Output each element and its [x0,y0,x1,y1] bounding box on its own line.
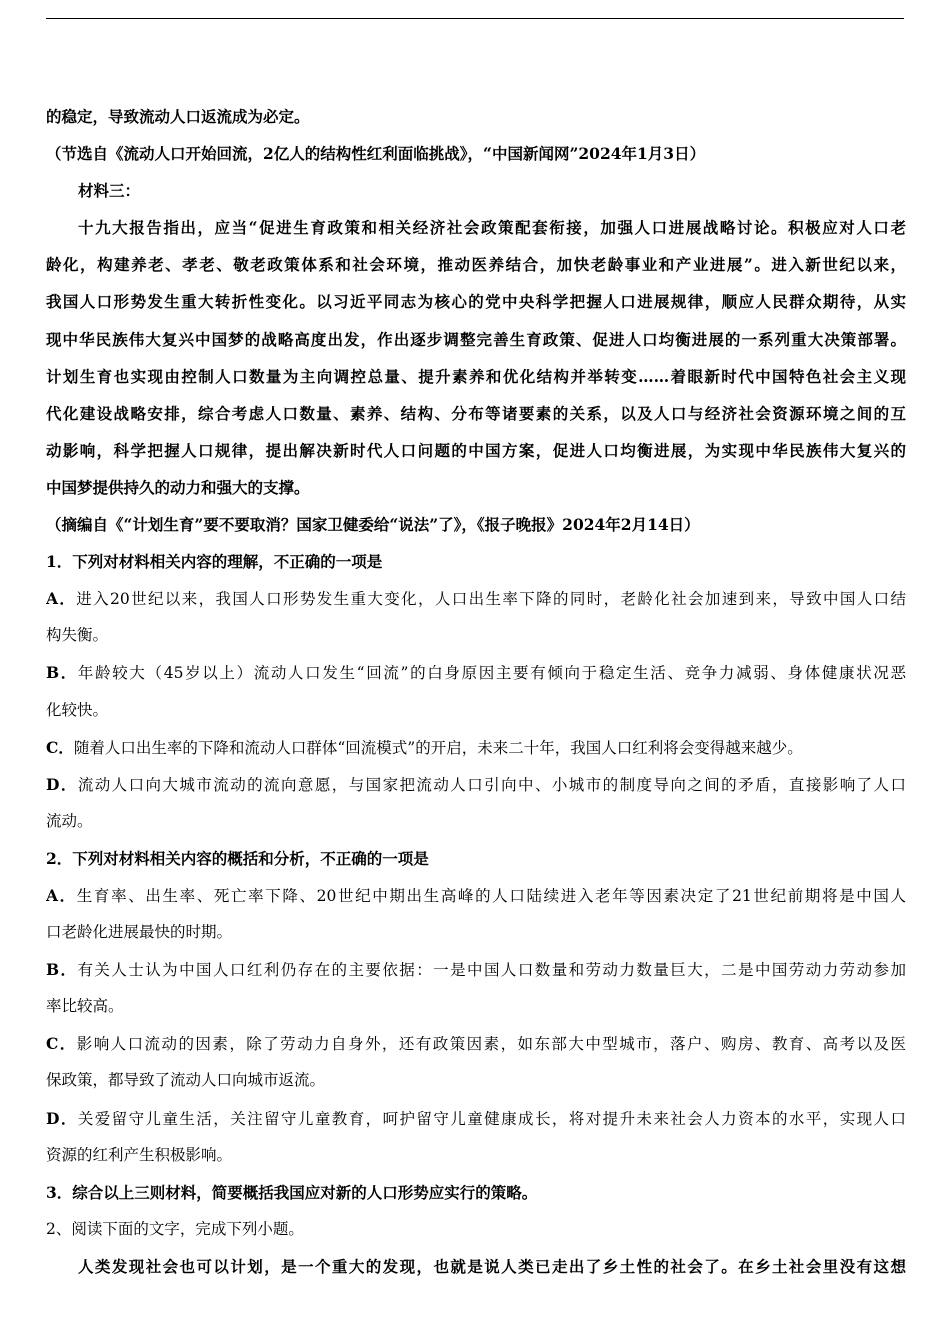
material-two-source: （节选自《流动人口开始回流，2亿人的结构性红利面临挑战》，“中国新闻网”2024年1月3日） [46,144,706,164]
material-three-line: 十九大报告指出，应当“促进生育政策和相关经济社会政策配套衔接，加强人口进展战略讨论。积极应对人口老 [78,218,906,238]
material-three-line: 我国人口形势发生重大转折性变化。以习近平同志为核心的党中央科学把握人口进展规律，顺应人民群众期待，从实 [46,292,906,312]
material-three-line: 中国梦提供持久的动力和强大的支撑。 [46,477,310,497]
material-three-line: 龄化，构建养老、孝老、敬老政策体系和社会环境，推动医养结合，加快老龄事业和产业进展”。进入新世纪以来， [46,255,906,275]
material-two-tail: 的稳定，导致流动人口返流成为必定。 [46,107,310,126]
q1-option-d-cont: 流动。 [46,811,93,830]
q2-option-b [46,951,906,988]
option-text: 生育率、出生率、死亡率下降、20世纪中期出生高峰的人口陆续进入老年等因素决定了21世纪前期将是中国人 [76,886,906,905]
q1-option-c [46,729,906,766]
q1-option-a-cont: 构失衡。 [46,626,109,645]
q1-option-d [46,766,906,803]
material-three-line: 现中华民族伟大复兴中国梦的战略高度出发，作出逐步调整完善生育政策、促进人口均衡进展的一系列重大决策部署。 [46,329,906,349]
q2-option-a [46,877,906,914]
q1-option-b [46,654,906,691]
q1-option-a [46,580,906,617]
option-letter: C． [46,737,74,757]
option-text: 随着人口出生率的下降和流动人口群体“回流模式”的开启，未来二十年，我国人口红利将会变得越来越少。 [73,738,803,757]
option-letter: A． [46,589,77,609]
material-three-line: 计划生育也实现由控制人口数量为主向调控总量、提升素养和优化结构并举转变……着眼新时代中国特色社会主义现 [46,366,906,386]
option-text: 流动人口向大城市流动的流向意愿，与国家把流动人口引向中、小城市的制度导向之间的矛盾，直接影响了人口 [77,775,906,794]
material-three-heading: 材料三： [78,181,141,201]
question-2-stem: 2．下列对材料相关内容的概括和分析，不正确的一项是 [46,848,429,868]
section-2-heading: 2、阅读下面的文字，完成下列小题。 [46,1219,304,1238]
q2-option-d [46,1100,906,1137]
question-3-stem: 3．综合以上三则材料，简要概括我国应对新的人口形势应实行的策略。 [46,1182,538,1202]
q1-option-b-cont: 化较快。 [46,700,109,719]
option-letter: A． [46,885,77,905]
option-letter: D． [46,1108,78,1128]
option-letter: C． [46,1034,77,1054]
option-text: 关爱留守儿童生活，关注留守儿童教育，呵护留守儿童健康成长，将对提升未来社会人力资本的水平，实现人口 [77,1109,906,1128]
question-1-stem: 1．下列对材料相关内容的理解，不正确的一项是 [46,552,383,572]
option-text: 有关人士认为中国人口红利仍存在的主要依据：一是中国人口数量和劳动力数量巨大，二是中国劳动力劳动参加 [77,961,906,980]
option-letter: D． [46,774,78,794]
q2-option-a-cont: 口老龄化进展最快的时期。 [46,923,233,942]
q2-option-c-cont: 保政策，都导致了流动人口向城市返流。 [46,1071,326,1090]
option-text: 影响人口流动的因素，除了劳动力自身外，还有政策因素，如东部大中型城市，落户、购房、教育、高考以及医 [76,1035,906,1054]
header-rule [46,18,904,19]
option-letter: B． [46,663,78,683]
q2-option-b-cont: 率比较高。 [46,997,124,1016]
material-three-source: （摘编自《“计划生育”要不要取消？国家卫健委给“说法”了》，《报子晚报》2024年2月14日） [46,515,700,535]
material-three-line: 代化建设战略安排，综合考虑人口数量、素养、结构、分布等诸要素的关系，以及人口与经济社会资源环境之间的互 [46,403,906,423]
q2-option-c [46,1025,906,1062]
option-text: 进入20世纪以来，我国人口形势发生重大变化，人口出生率下降的同时，老龄化社会加速到来，导致中国人口结 [76,590,906,609]
option-letter: B． [46,960,78,980]
option-text: 年龄较大（45岁以上）流动人口发生“回流”的白身原因主要有倾向于稳定生活、竞争力减弱、身体健康状况恶 [77,664,906,683]
document-page [46,98,906,1285]
material-three-line: 动影响，科学把握人口规律，提出解决新时代人口问题的中国方案，促进人口均衡进展，为实现中华民族伟大复兴的 [46,440,906,460]
q2-option-d-cont: 资源的红利产生积极影响。 [46,1145,233,1164]
section-2-first-line: 人类发现社会也可以计划，是一个重大的发现，也就是说人类已走出了乡土性的社会了。在乡土社会里没有这想 [78,1256,906,1276]
